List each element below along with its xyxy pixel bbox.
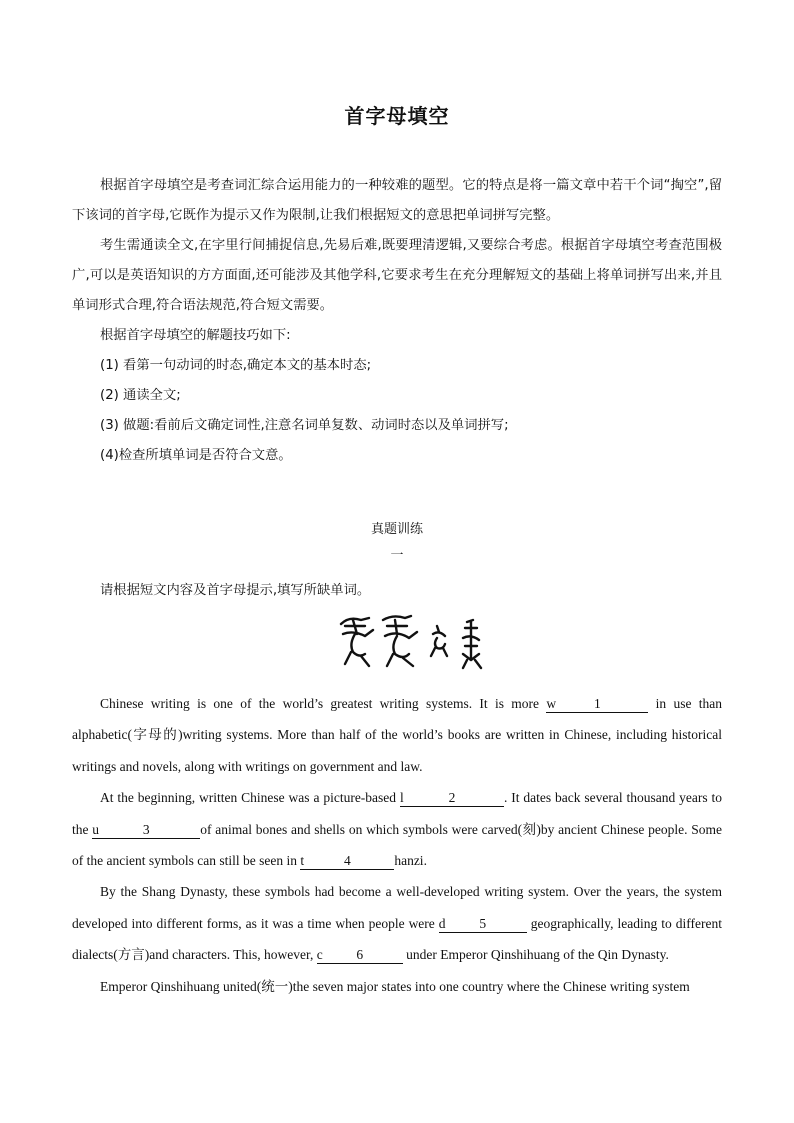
blank-number: 6 xyxy=(356,947,364,963)
tips-heading: 根据首字母填空的解题技巧如下: xyxy=(100,328,291,343)
passage-text: under Emperor Qinshihuang of the Qin Dynasty. xyxy=(402,947,669,963)
page-title: 首字母填空 xyxy=(344,104,450,128)
passage-text: hanzi. xyxy=(394,853,427,869)
blank-number: 1 xyxy=(593,696,601,711)
tip-item: (4)检查所填单词是否符合文意。 xyxy=(100,448,292,463)
intro-section xyxy=(72,171,722,471)
passage-text: geographically, leading to different dialects(方言)and characters. This, however, xyxy=(72,915,722,963)
intro-paragraph-1: 根据首字母填空是考查词汇综合运用能力的一种较难的题型。它的特点是将一篇文章中若干个词“掏空”,留下该词的首字母,它既作为提示又作为限制,让我们根据短文的意思把单词拼写完整。 xyxy=(72,178,722,223)
blank-number: 4 xyxy=(343,853,351,869)
passage-text: At the beginning, written Chinese was a picture-based xyxy=(100,790,400,806)
passage-text: Emperor Qinshihuang united(统一)the seven major states into one country where the Chinese writing system xyxy=(100,978,690,994)
passage-paragraph-3 xyxy=(72,876,722,970)
blank-number: 3 xyxy=(142,821,150,837)
answer-blank-5[interactable] xyxy=(439,916,527,933)
instruction-block xyxy=(72,576,722,606)
passage-paragraph-1 xyxy=(72,688,722,782)
tip-item: (3) 做题:看前后文确定词性,注意名词单复数、动词时态以及单词拼写; xyxy=(100,418,509,433)
answer-blank-3[interactable] xyxy=(92,822,200,839)
answer-blank-6[interactable] xyxy=(317,947,403,964)
reading-passage xyxy=(72,688,722,1002)
instruction-text: 请根据短文内容及首字母提示,填写所缺单词。 xyxy=(100,583,371,598)
passage-text: . It dates back several thousand years to the xyxy=(72,790,722,837)
oracle-bone-characters-image xyxy=(335,612,495,672)
blank-initial-letter: w xyxy=(546,696,557,711)
blank-initial-letter: d xyxy=(438,915,446,931)
intro-paragraph-2: 考生需通读全文,在字里行间捕捉信息,先易后难,既要理清逻辑,又要综合考虑。根据首字母填空考查范围极广,可以是英语知识的方方面面,还可能涉及其他学科,它要求考生在充分理解短文的基础上将单词拼写出来,并且单词形式合理,符合语法规范,符合短文需要。 xyxy=(72,238,722,313)
passage-paragraph-2 xyxy=(72,782,722,876)
passage-paragraph-4 xyxy=(72,971,722,1002)
blank-initial-letter: u xyxy=(92,821,100,837)
blank-initial-letter: c xyxy=(316,947,323,963)
section-heading: 真题训练 xyxy=(370,522,423,537)
passage-text: Chinese writing is one of the world’s greatest writing systems. It is more xyxy=(100,696,547,711)
answer-blank-4[interactable] xyxy=(300,853,394,870)
tip-item: (2) 通读全文; xyxy=(100,388,181,403)
section-number: 一 xyxy=(390,548,404,563)
answer-blank-1[interactable] xyxy=(546,696,648,713)
blank-number: 5 xyxy=(479,915,487,931)
blank-number: 2 xyxy=(448,790,456,806)
answer-blank-2[interactable] xyxy=(400,790,504,807)
passage-text: By the Shang Dynasty, these symbols had become a well-developed writing system. Over the years, the system developed into different forms, as it was a time when people were xyxy=(72,884,722,931)
passage-text: of animal bones and shells on which symbols were carved(刻)by ancient Chinese people. Some of the ancient symbols can still be seen in xyxy=(72,821,722,869)
tip-item: (1) 看第一句动词的时态,确定本文的基本时态; xyxy=(100,358,372,373)
blank-initial-letter: l xyxy=(399,790,404,806)
passage-text: in use than alphabetic(字母的)writing systems. More than half of the world’s books are written in Chinese, including historical writings and novels, along with writings on government and law. xyxy=(72,696,722,774)
blank-initial-letter: t xyxy=(300,853,305,869)
